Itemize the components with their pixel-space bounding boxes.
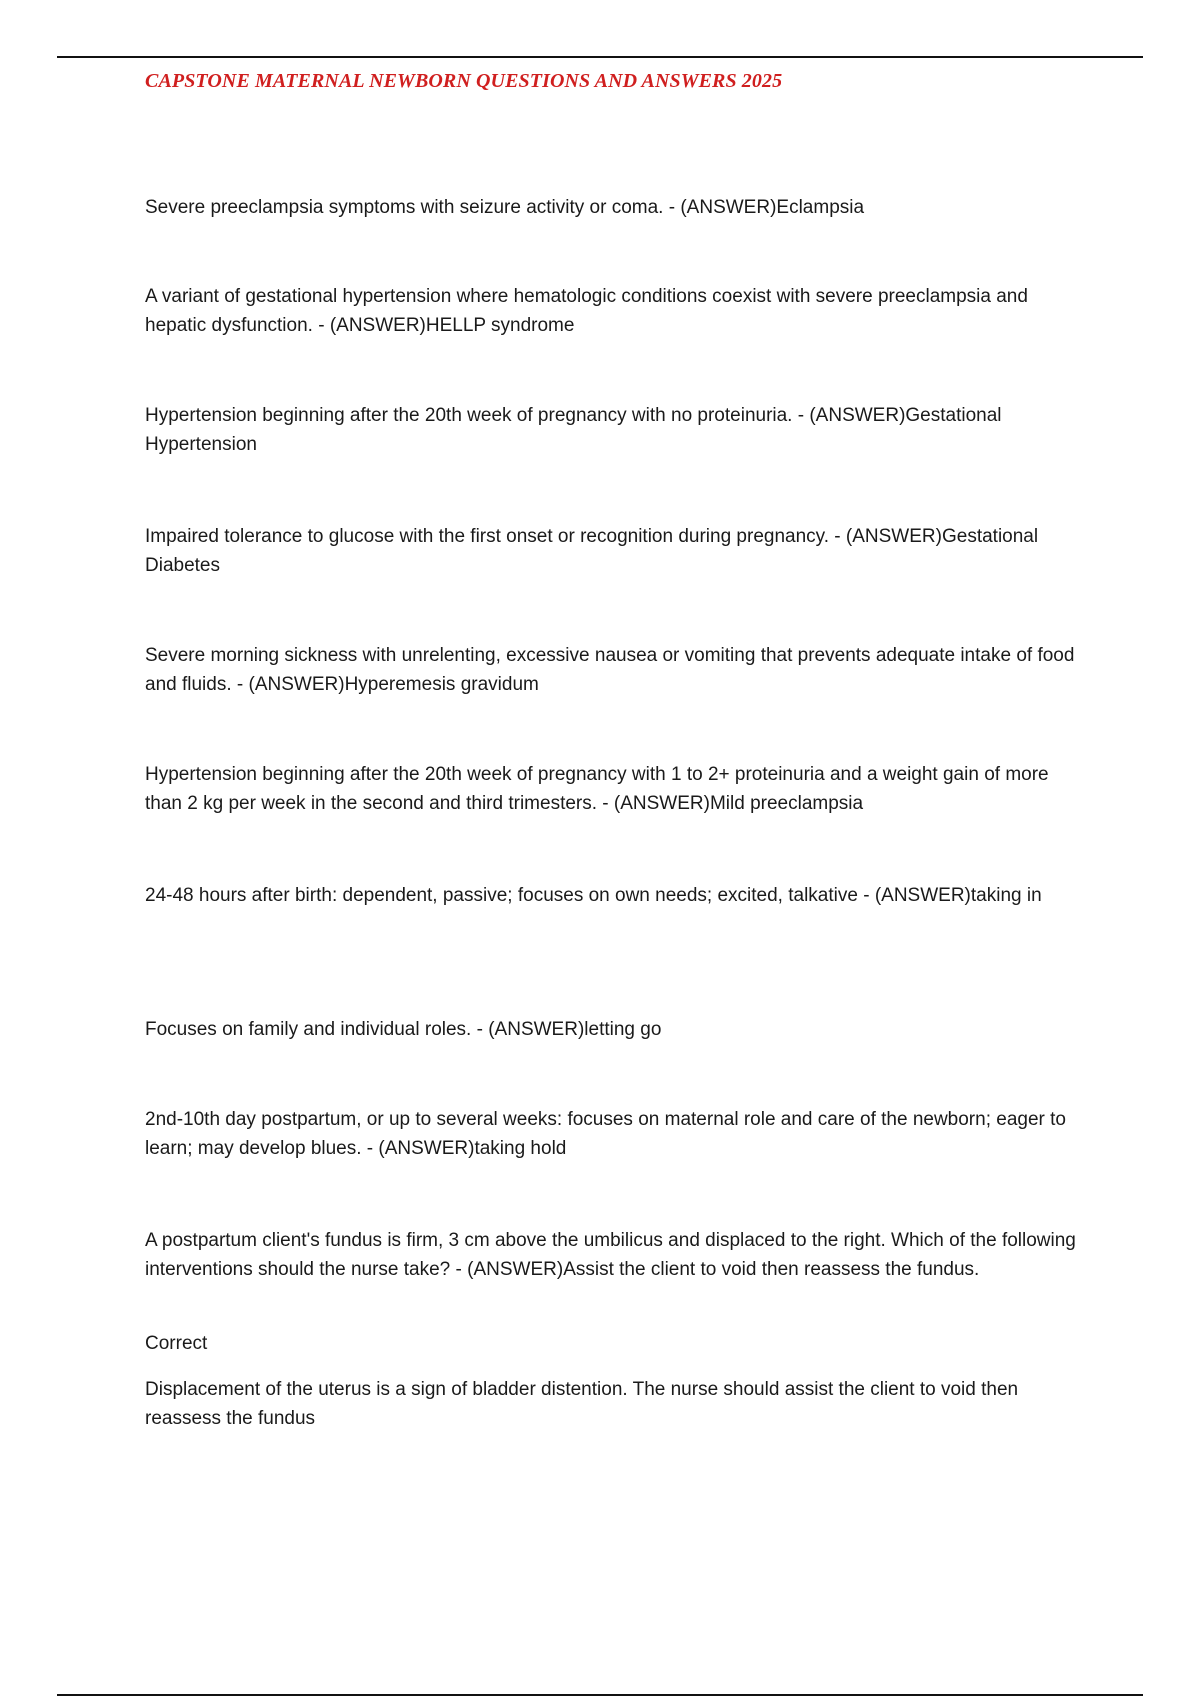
answer-text: Gestational Diabetes (145, 526, 1039, 576)
answer-separator: - (ANSWER) (312, 315, 426, 336)
answer-separator: - (ANSWER) (231, 674, 345, 695)
question-text: Impaired tolerance to glucose with the first onset or recognition during pregnancy. (145, 526, 830, 547)
question-text: Hypertension beginning after the 20th week of pregnancy with no proteinuria. (145, 405, 793, 426)
qa-item-3 (145, 401, 1085, 459)
qa-item-1 (145, 193, 1085, 222)
answer-text: Eclampsia (776, 197, 865, 218)
answer-separator: - (ANSWER) (829, 526, 942, 547)
answer-text: letting go (584, 1019, 662, 1040)
answer-separator: - (ANSWER) (597, 793, 710, 814)
answer-separator: - (ANSWER) (792, 405, 906, 426)
qa-item-10 (145, 1226, 1085, 1284)
answer-text: Hyperemesis gravidum (344, 674, 539, 695)
qa-item-9 (145, 1105, 1085, 1163)
answer-text: taking hold (474, 1138, 567, 1159)
answer-separator: - (ANSWER) (471, 1019, 585, 1040)
question-text: A variant of gestational hypertension where hematologic conditions coexist with severe preeclampsia and hepatic dysfunction. (145, 286, 1028, 336)
document-title: CAPSTONE MATERNAL NEWBORN QUESTIONS AND ANSWERS 2025 (145, 70, 783, 92)
qa-item-7 (145, 881, 1085, 910)
answer-text: taking in (970, 885, 1042, 906)
answer-separator: - (ANSWER) (663, 197, 777, 218)
answer-text: Assist the client to void then reassess the fundus. (563, 1259, 980, 1280)
bottom-rule (57, 1694, 1143, 1696)
answer-separator: - (ANSWER) (857, 885, 971, 906)
qa-item-2 (145, 282, 1085, 340)
question-text: 2nd-10th day postpartum, or up to several weeks: focuses on maternal role and care of the newborn; eager to learn; may develop blues. (145, 1109, 1066, 1159)
question-text: Severe preeclampsia symptoms with seizure activity or coma. (145, 197, 664, 218)
qa-item-6 (145, 760, 1085, 818)
answer-text: Gestational Hypertension (145, 405, 1002, 455)
question-text: Focuses on family and individual roles. (145, 1019, 472, 1040)
question-text: Hypertension beginning after the 20th week of pregnancy with 1 to 2+ proteinuria and a weight gain of more than 2 kg per week in the second and third trimesters. (145, 764, 1049, 814)
answer-separator: - (ANSWER) (361, 1138, 475, 1159)
question-text: Severe morning sickness with unrelenting, excessive nausea or vomiting that prevents adequate intake of food and fluids. (145, 645, 1075, 695)
question-text: A postpartum client's fundus is firm, 3 cm above the umbilicus and displaced to the right. Which of the following interventions should the nurse take? (145, 1230, 1076, 1280)
top-rule (57, 56, 1143, 58)
answer-text: HELLP syndrome (425, 315, 575, 336)
rationale-text: Displacement of the uterus is a sign of bladder distention. The nurse should assist the client to void then reassess the fundus (145, 1379, 1019, 1429)
question-text: 24-48 hours after birth: dependent, passive; focuses on own needs; excited, talkative (145, 885, 858, 906)
feedback-label: Correct (145, 1333, 208, 1354)
qa-item-5 (145, 641, 1085, 699)
answer-text: Mild preeclampsia (709, 793, 864, 814)
qa-item-8 (145, 1015, 1085, 1044)
qa-item-4 (145, 522, 1085, 580)
answer-separator: - (ANSWER) (450, 1259, 564, 1280)
